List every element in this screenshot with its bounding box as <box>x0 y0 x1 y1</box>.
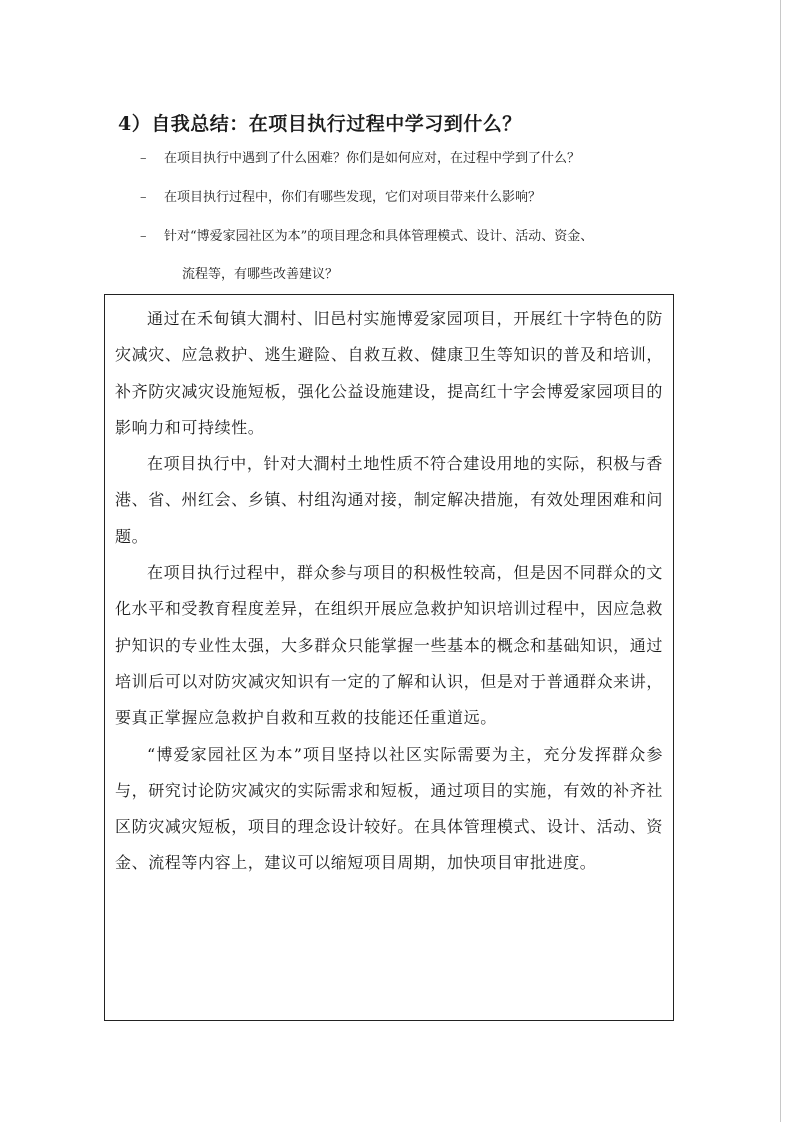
answer-paragraph: “博爱家园社区为本”项目坚持以社区实际需要为主，充分发挥群众参与，研究讨论防灾减灾的实际需求和短板，通过项目的实施，有效的补齐社区防灾减灾短板，项目的理念设计较好。在具体管理模式、设计、活动、资金、流程等内容上，建议可以缩短项目周期，加快项目审批进度。 <box>115 744 663 873</box>
question-text: 在项目执行过程中，你们有哪些发现，它们对项目带来什么影响？ <box>164 190 542 205</box>
answer-paragraph: 在项目执行过程中，群众参与项目的积极性较高，但是因不同群众的文化水平和受教育程度差异，在组织开展应急救护知识培训过程中，因应急救护知识的专业性太强，大多群众只能掌握一些基本的概念和基础知识，通过培训后可以对防灾减灾知识有一定的了解和认识，但是对于普通群众来讲，要真正掌握应急救护自救和互救的技能还任重道远。 <box>115 563 663 728</box>
answer-paragraph: 在项目执行中，针对大澗村土地性质不符合建设用地的实际，积极与香港、省、州红会、乡镇、村组沟通对接，制定解决措施，有效处理困难和问题。 <box>115 454 663 546</box>
question-text: 在项目执行中遇到了什么困难？你们是如何应对，在过程中学到了什么？ <box>164 151 581 166</box>
dash-bullet: – <box>140 190 147 205</box>
question-text: 针对“博爱家园社区为本”的项目理念和具体管理模式、设计、活动、资金、 <box>164 229 594 244</box>
dash-bullet: – <box>140 229 147 244</box>
question-item <box>118 149 678 169</box>
section-heading: 4）自我总结：在项目执行过程中学习到什么？ <box>118 113 522 135</box>
question-item <box>118 188 678 208</box>
scan-edge-line <box>780 0 781 1122</box>
guiding-questions <box>118 149 678 304</box>
question-text-continuation: 流程等，有哪些改善建议？ <box>182 267 339 282</box>
answer-box <box>104 294 674 1021</box>
answer-paragraph: 通过在禾甸镇大澗村、旧邑村实施博爱家园项目，开展红十字特色的防灾减灾、应急救护、逃生避险、自救互救、健康卫生等知识的普及和培训，补齐防灾减灾设施短板，强化公益设施建设，提高红十字会博爱家园项目的影响力和可持续性。 <box>115 309 663 437</box>
dash-bullet: – <box>140 151 147 166</box>
question-item <box>118 227 678 285</box>
